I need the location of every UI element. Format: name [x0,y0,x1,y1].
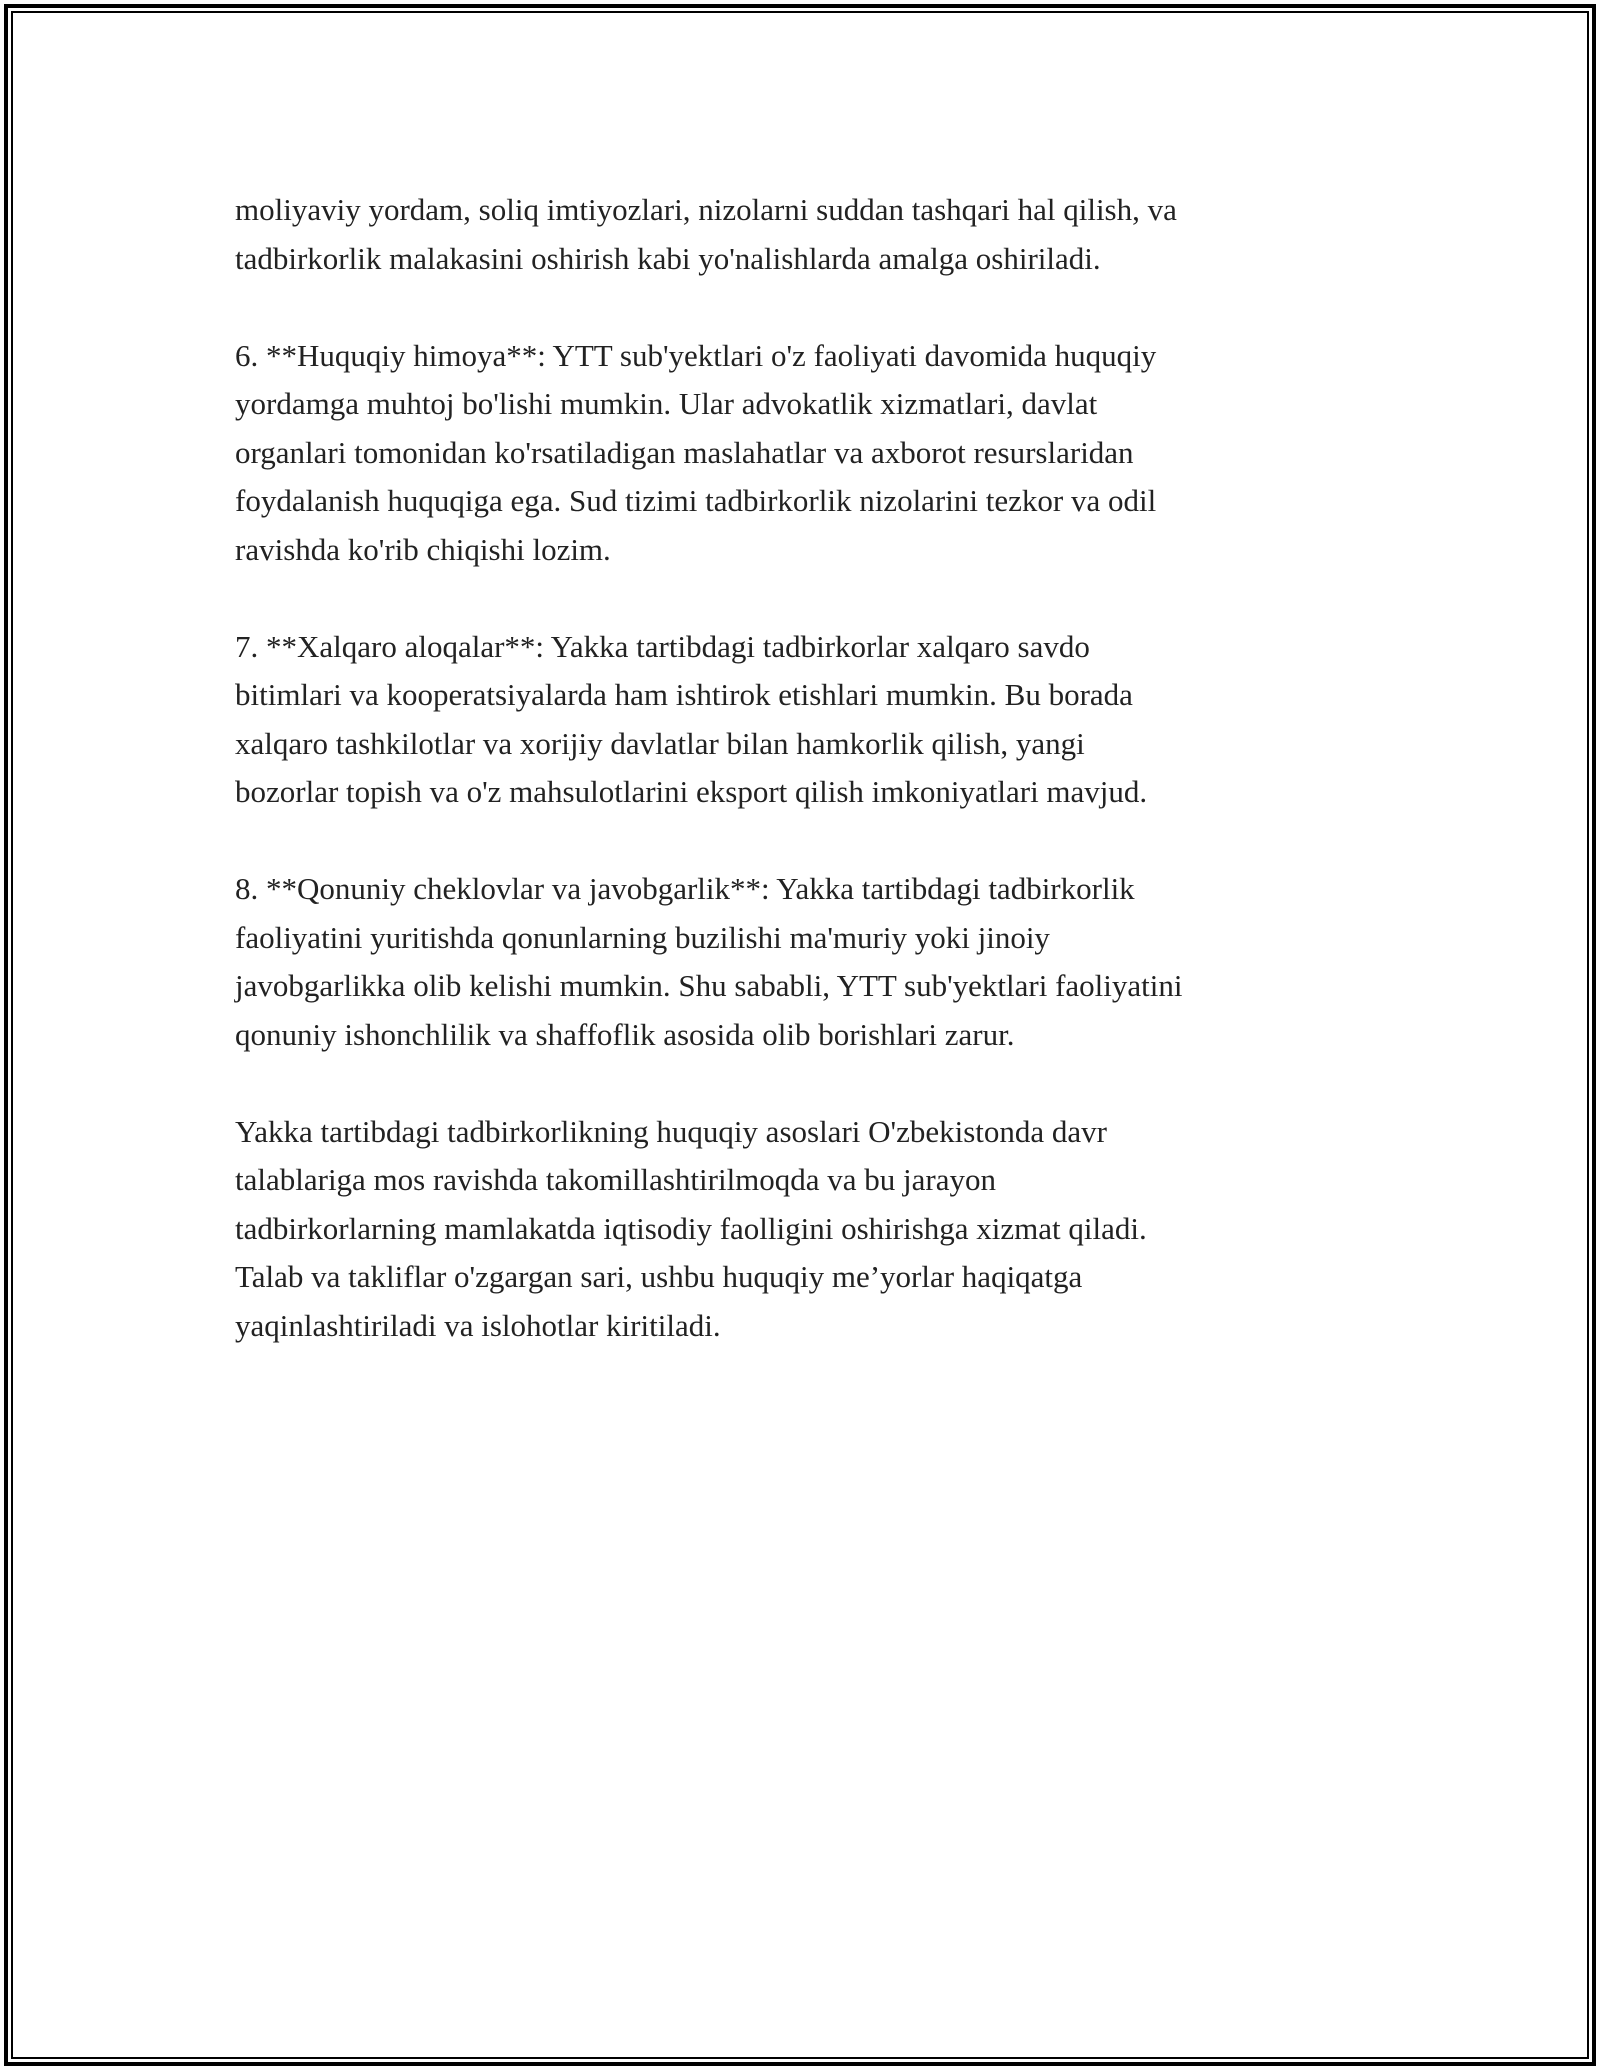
paragraph-international-relations: 7. **Xalqaro aloqalar**: Yakka tartibdagi tadbirkorlar xalqaro savdo bitimlari va kooperatsiyalarda ham ishtirok etishlari mumkin. Bu borada xalqaro tashkilotlar va xorijiy davlatlar bilan hamkorlik qilish, yangi bozorlar topish va o'z mahsulotlarini eksport qilish imkoniyatlari mavjud. [235,628,1148,809]
paragraph-legal-restrictions: 8. **Qonuniy cheklovlar va javobgarlik**: Yakka tartibdagi tadbirkorlik faoliyatini yuritishda qonunlarning buzilishi ma'muriy yoki jinoiy javobgarlikka olib kelishi mumkin. Shu sababli, YTT sub'yektlari faoliyatini qonuniy ishonchlilik va shaffoflik asosida olib borishlari zarur. [235,871,1183,1052]
paragraph-conclusion: Yakka tartibdagi tadbirkorlikning huquqiy asoslari O'zbekistonda davr talablariga mos ravishda takomillashtirilmoqda va bu jarayon tadbirkorlarning mamlakatda iqtisodiy faolligini oshirishga xizmat qiladi. Talab va takliflar o'zgargan sari, ushbu huquqiy me’yorlar haqiqatga yaqinlashtiriladi va islohotlar kiritiladi. [235,1113,1147,1343]
document-body [235,186,1375,1399]
paragraph-legal-protection: 6. **Huquqiy himoya**: YTT sub'yektlari o'z faoliyati davomida huquqiy yordamga muhtoj bo'lishi mumkin. Ular advokatlik xizmatlari, davlat organlari tomonidan ko'rsatiladigan maslahatlar va axborot resurslaridan foydalanish huquqiga ega. Sud tizimi tadbirkorlik nizolarini tezkor va odil ravishda ko'rib chiqishi lozim. [235,337,1157,567]
paragraph-continuation: moliyaviy yordam, soliq imtiyozlari, nizolarni suddan tashqari hal qilish, va tadbirkorlik malakasini oshirish kabi yo'nalishlarda amalga oshiriladi. [235,192,1177,276]
